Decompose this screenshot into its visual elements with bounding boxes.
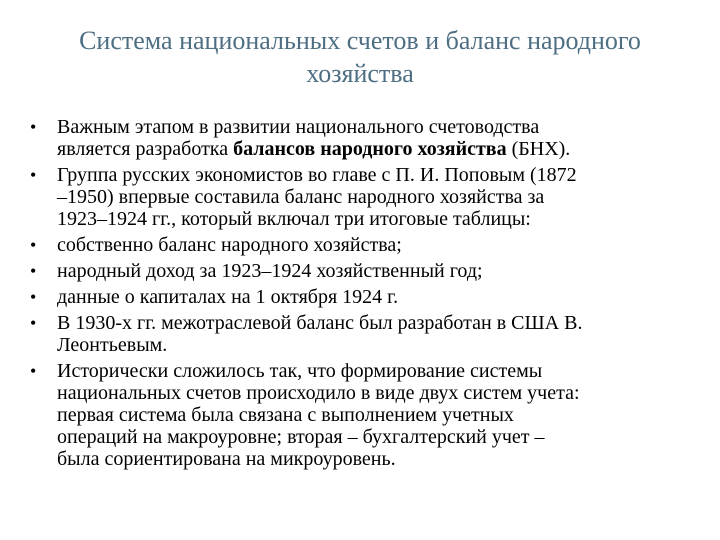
bullet-text-line: была сориентирована на микроуровень. (57, 448, 396, 470)
bullet-item (30, 116, 694, 160)
bullet-text-line: Группа русских экономистов во главе с П. И. Поповым (1872 (57, 164, 577, 186)
slide-title (40, 24, 680, 90)
bullet-text-line: является разработка балансов народного хозяйства (БНХ). (57, 138, 571, 160)
bullet-text-line: собственно баланс народного хозяйства; (57, 234, 402, 256)
bullet-item (30, 234, 694, 256)
bullet-item (30, 360, 694, 470)
bullet-item (30, 260, 694, 282)
bullet-icon: • (30, 287, 37, 307)
bullet-text-line: народный доход за 1923–1924 хозяйственный год; (57, 260, 483, 282)
bullet-text-line: –1950) впервые составила баланс народного хозяйства за (57, 186, 545, 208)
bullet-icon: • (30, 165, 37, 185)
bullet-text-line: Исторически сложилось так, что формирование системы (57, 360, 543, 382)
bullet-text-line: данные о капиталах на 1 октября 1924 г. (57, 286, 399, 308)
bullet-list (30, 116, 694, 474)
bullet-text-line: Леонтьевым. (57, 334, 168, 356)
bullet-text-line: 1923–1924 гг., который включал три итоговые таблицы: (57, 208, 531, 230)
bullet-item (30, 286, 694, 308)
title-line-1: Система национальных счетов и баланс народного (79, 26, 641, 55)
bullet-icon: • (30, 313, 37, 333)
title-line-2: хозяйства (306, 59, 414, 88)
bullet-text-line: операций на макроуровне; вторая – бухгалтерский учет – (57, 426, 545, 448)
bold-term: балансов народного хозяйства (233, 138, 507, 160)
bullet-icon: • (30, 117, 37, 137)
bullet-icon: • (30, 261, 37, 281)
bullet-icon: • (30, 361, 37, 381)
bullet-item (30, 312, 694, 356)
bullet-item (30, 164, 694, 230)
bullet-text-line: В 1930-х гг. межотраслевой баланс был разработан в США В. (57, 312, 583, 334)
bullet-icon: • (30, 235, 37, 255)
bullet-text-line: Важным этапом в развитии национального счетоводства (57, 116, 540, 138)
bullet-text-line: национальных счетов происходило в виде двух систем учета: (57, 382, 580, 404)
bullet-text-line: первая система была связана с выполнением учетных (57, 404, 514, 426)
